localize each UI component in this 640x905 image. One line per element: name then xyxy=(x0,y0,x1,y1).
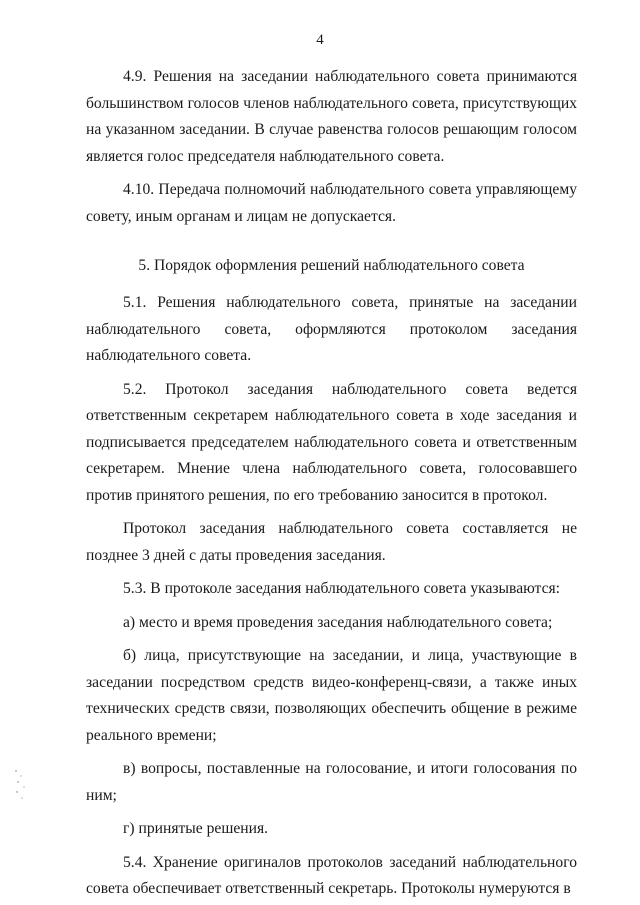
list-item-v: в) вопросы, поставленные на голосование, и итоги голосования по ним; xyxy=(86,760,577,804)
list-item-g: г) принятые решения. xyxy=(123,820,269,837)
paragraph-4-9: 4.9. Решения на заседании наблюдательного совета принимаются большинством голосов членов наблюдательного совета, присутствующих на указанном заседании. В случае равенства голосов решающим голосом является голос председателя наблюдательного совета. xyxy=(86,68,577,165)
paragraph-4-10: 4.10. Передача полномочий наблюдательного совета управляющему совету, иным органам и лицам не допускается. xyxy=(86,181,577,225)
scan-specks xyxy=(12,768,32,804)
paragraph-5-2: 5.2. Протокол заседания наблюдательного совета ведется ответственным секретарем наблюдательного совета в ходе заседания и подписывается председателем наблюдательного совета и ответственным секретарем. Мнение члена наблюдательного совета, голосовавшего против принятого решения, по его требованию заносится в протокол. xyxy=(86,380,577,504)
paragraph-5-1: 5.1. Решения наблюдательного совета, принятые на заседании наблюдательного совета, оформляются протоколом заседания наблюдательного совета. xyxy=(86,294,577,364)
paragraph-5-3: 5.3. В протоколе заседания наблюдательного совета указываются: xyxy=(123,580,560,597)
paragraph-5-4: 5.4. Хранение оригиналов протоколов заседаний наблюдательного совета обеспечивает ответственный секретарь. Протоколы нумеруются в xyxy=(86,853,577,897)
list-item-b: б) лица, присутствующие на заседании, и лица, участвующие в заседании посредством средств видео-конференц-связи, а также иных технических средств связи, позволяющих обеспечить общение в режиме реального времени; xyxy=(86,647,577,744)
page-number: 4 xyxy=(316,32,324,48)
section-5-heading: 5. Порядок оформления решений наблюдательного совета xyxy=(138,257,525,274)
document-body xyxy=(86,64,577,903)
paragraph-5-2-deadline: Протокол заседания наблюдательного совета составляется не позднее 3 дней с даты проведения заседания. xyxy=(86,520,577,564)
list-item-a: а) место и время проведения заседания наблюдательного совета; xyxy=(123,613,553,631)
